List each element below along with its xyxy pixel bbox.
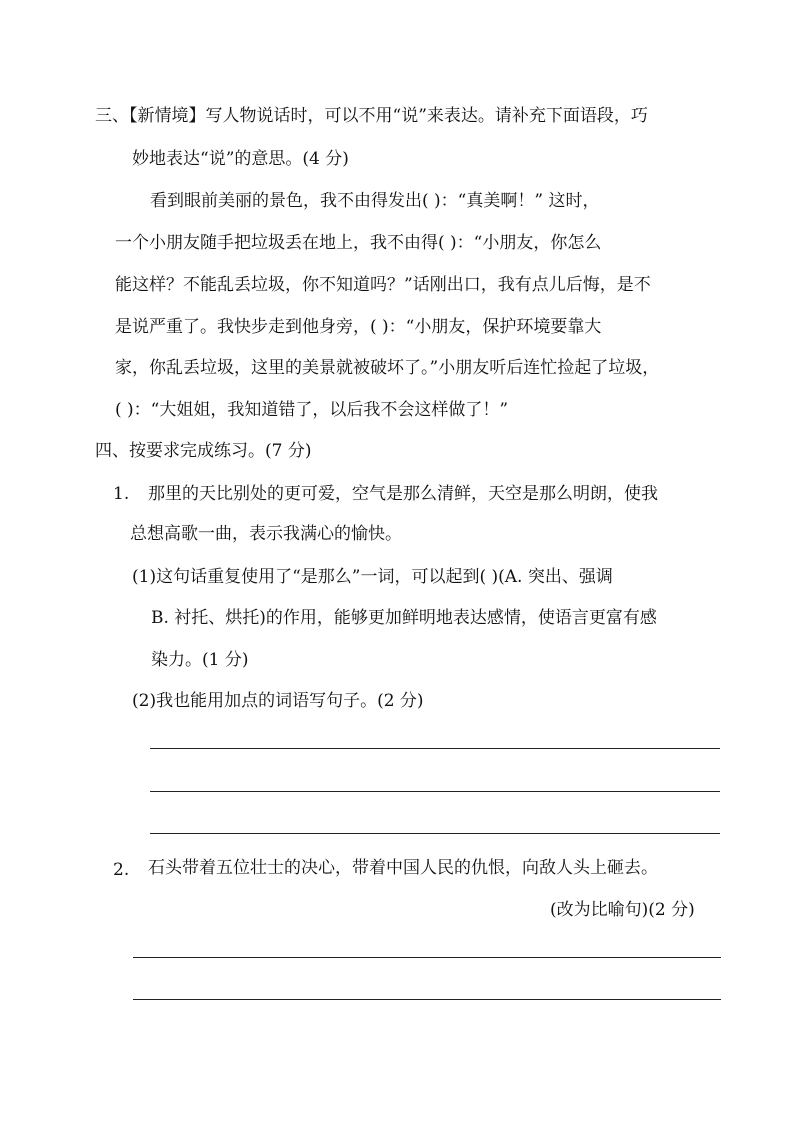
- q2-instruction: (改为比喻句)(2 分): [550, 900, 695, 920]
- answer-line-4[interactable]: [133, 957, 721, 958]
- paragraph-line-2: 一个小朋友随手把垃圾丢在地上，我不由得( )：“小朋友，你怎么: [115, 233, 602, 253]
- q2-text: 石头带着五位壮士的决心，带着中国人民的仇恨，向敌人头上砸去。: [148, 858, 658, 878]
- paragraph-line-6: ( )：“大姐姐，我知道错了，以后我不会这样做了！”: [115, 400, 509, 420]
- paragraph-line-5: 家，你乱丢垃圾，这里的美景就被破坏了。”小朋友听后连忙捡起了垃圾，: [115, 358, 660, 378]
- answer-line-5[interactable]: [133, 999, 721, 1000]
- section3-title-line1: 三、【新情境】写人物说话时，可以不用“说”来表达。请补充下面语段，巧: [95, 106, 648, 126]
- answer-line-1[interactable]: [150, 748, 720, 749]
- q1-sub2: (2)我也能用加点的词语写句子。(2 分): [132, 691, 424, 711]
- q1-sub1-line1: (1)这句话重复使用了“是那么”一词，可以起到( )(A. 突出、强调: [132, 567, 613, 587]
- section4-title: 四、按要求完成练习。(7 分): [95, 441, 312, 461]
- paragraph-line-3: 能这样？不能乱丢垃圾，你不知道吗？”话刚出口，我有点儿后悔，是不: [115, 275, 651, 295]
- q1-text-line1: 那里的天比别处的更可爱，空气是那么清鲜，天空是那么明朗，使我: [148, 484, 658, 504]
- paragraph-line-4: 是说严重了。我快步走到他身旁，( )：“小朋友，保护环境要靠大: [115, 317, 602, 337]
- answer-line-3[interactable]: [150, 833, 720, 834]
- q1-sub1-line2: B. 衬托、烘托)的作用，能够更加鲜明地表达感情，使语言更富有感: [151, 608, 657, 628]
- q1-sub1-line3: 染力。(1 分): [151, 650, 249, 670]
- q1-number: 1.: [113, 484, 130, 504]
- section3-title-line2: 妙地表达“说”的意思。(4 分): [132, 149, 349, 169]
- answer-line-2[interactable]: [150, 791, 720, 792]
- q1-text-line2: 总想高歌一曲，表示我满心的愉快。: [130, 524, 402, 544]
- paragraph-line-1: 看到眼前美丽的景色，我不由得发出( )：“真美啊！” 这时，: [150, 191, 600, 211]
- q2-number: 2.: [113, 860, 130, 880]
